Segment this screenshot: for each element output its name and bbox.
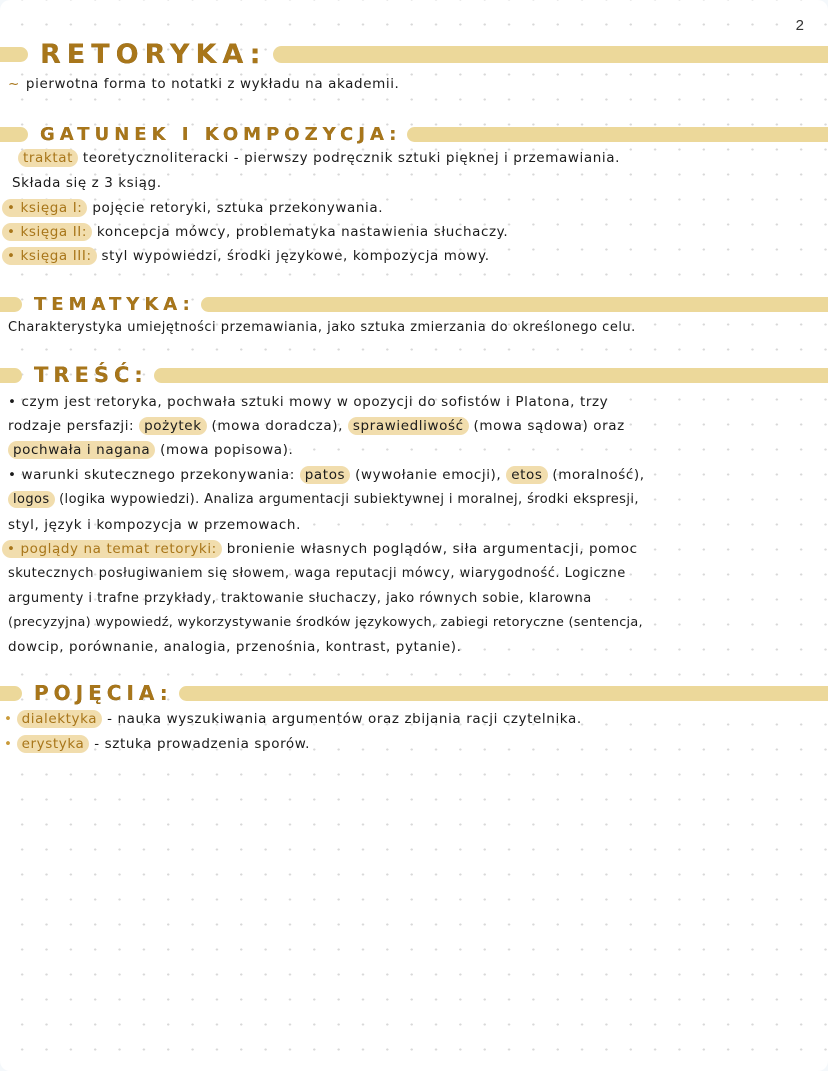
tresc-line bbox=[8, 418, 820, 434]
text-span: rodzaje persfazji: bbox=[8, 418, 140, 434]
term-label: dialektyka bbox=[17, 710, 103, 728]
book-desc: koncepcja mówcy, problematyka nastawienia słuchaczy. bbox=[92, 224, 509, 240]
accent-bar-right bbox=[154, 368, 828, 383]
text-span: (moralność), bbox=[547, 467, 645, 483]
highlight-patos: patos bbox=[300, 466, 350, 484]
accent-bar-right bbox=[407, 127, 828, 142]
book-item bbox=[2, 200, 820, 216]
accent-bar-right bbox=[179, 686, 828, 701]
accent-bar-right bbox=[201, 297, 828, 312]
intro-text: pierwotna forma to notatki z wykładu na akademii. bbox=[25, 76, 400, 92]
accent-bar-left bbox=[0, 47, 28, 62]
tresc-line: argumenty i trafne przykłady, traktowanie słuchaczy, jako równych sobie, klarowna bbox=[8, 591, 592, 606]
section-heading: TREŚĆ: bbox=[34, 363, 148, 387]
traktat-line bbox=[18, 150, 820, 166]
text-span: bronienie własnych poglądów, siła argumentacji, pomoc bbox=[221, 541, 638, 557]
tematyka-text: Charakterystyka umiejętności przemawiania, jako sztuka zmierzania do określonego celu. bbox=[8, 320, 636, 335]
page-title: RETORYKA: bbox=[40, 38, 267, 70]
tresc-line bbox=[8, 492, 820, 507]
book-label: • księga III: bbox=[2, 247, 97, 265]
text-span: • warunki skutecznego przekonywania: bbox=[8, 467, 300, 483]
title-header bbox=[0, 40, 828, 68]
page-number: 2 bbox=[795, 17, 804, 34]
highlight-etos: etos bbox=[506, 466, 547, 484]
section-heading: TEMATYKA: bbox=[34, 293, 195, 315]
ksiegi-count-line: Składa się z 3 ksiąg. bbox=[12, 175, 162, 191]
highlight-poglady: • poglądy na temat retoryki: bbox=[2, 540, 222, 558]
book-desc: styl wypowiedzi, środki językowe, kompozycja mowy. bbox=[96, 248, 490, 264]
term-definition: - nauka wyszukiwania argumentów oraz zbijania racji czytelnika. bbox=[102, 711, 582, 727]
traktat-text: teoretycznoliteracki - pierwszy podręcznik sztuki pięknej i przemawiania. bbox=[78, 150, 620, 166]
section-header-gatunek bbox=[0, 120, 828, 148]
tresc-line: (precyzyjna) wypowiedź, wykorzystywanie środków językowych, zabiegi retoryczne (sentencja, bbox=[8, 615, 643, 630]
tresc-line: • czym jest retoryka, pochwała sztuki mowy w opozycji do sofistów i Platona, trzy bbox=[8, 394, 609, 410]
text-span: (mowa popisowa). bbox=[155, 442, 294, 458]
tresc-line bbox=[8, 442, 820, 458]
term-definition: - sztuka prowadzenia sporów. bbox=[89, 736, 311, 752]
section-header-pojecia bbox=[0, 679, 828, 707]
accent-bar-left bbox=[0, 686, 22, 701]
section-header-tresc bbox=[0, 361, 828, 389]
text-span: (mowa doradcza), bbox=[206, 418, 348, 434]
section-heading: GATUNEK I KOMPOZYCJA: bbox=[40, 123, 402, 145]
tresc-line bbox=[2, 541, 820, 557]
accent-bar-right bbox=[273, 46, 828, 63]
tresc-line: skutecznych posługiwaniem się słowem, waga reputacji mówcy, wiarygodność. Logiczne bbox=[8, 566, 626, 581]
highlight-pozytek: pożytek bbox=[139, 417, 207, 435]
accent-bar-left bbox=[0, 368, 22, 383]
highlight-sprawiedliwosc: sprawiedliwość bbox=[348, 417, 469, 435]
tresc-line: styl, język i kompozycja w przemowach. bbox=[8, 517, 301, 533]
book-item bbox=[2, 224, 820, 240]
highlight-pochwala: pochwała i nagana bbox=[8, 441, 155, 459]
highlight-traktat: traktat bbox=[18, 149, 78, 167]
term-item bbox=[4, 711, 820, 727]
tresc-line: dowcip, porównanie, analogia, przenośnia, kontrast, pytanie). bbox=[8, 639, 462, 655]
accent-bar-left bbox=[0, 297, 22, 312]
book-item bbox=[2, 248, 820, 264]
bullet-icon: • bbox=[4, 711, 13, 727]
bullet-icon: • bbox=[4, 736, 13, 752]
tilde-icon: ~ bbox=[8, 76, 20, 92]
book-label: • księga II: bbox=[2, 223, 92, 241]
term-label: erystyka bbox=[17, 735, 90, 753]
accent-bar-left bbox=[0, 127, 28, 142]
text-span: (wywołanie emocji), bbox=[350, 467, 507, 483]
text-span: (logika wypowiedzi). Analiza argumentacji subiektywnej i moralnej, środki ekspresji, bbox=[54, 492, 639, 507]
section-heading: POJĘCIA: bbox=[34, 681, 173, 705]
section-header-tematyka bbox=[0, 290, 828, 318]
book-desc: pojęcie retoryki, sztuka przekonywania. bbox=[87, 200, 384, 216]
book-label: • księga I: bbox=[2, 199, 87, 217]
intro-line bbox=[8, 76, 820, 92]
term-item bbox=[4, 736, 820, 752]
highlight-logos: logos bbox=[8, 491, 55, 508]
text-span: (mowa sądowa) oraz bbox=[468, 418, 625, 434]
tresc-line bbox=[8, 467, 820, 483]
